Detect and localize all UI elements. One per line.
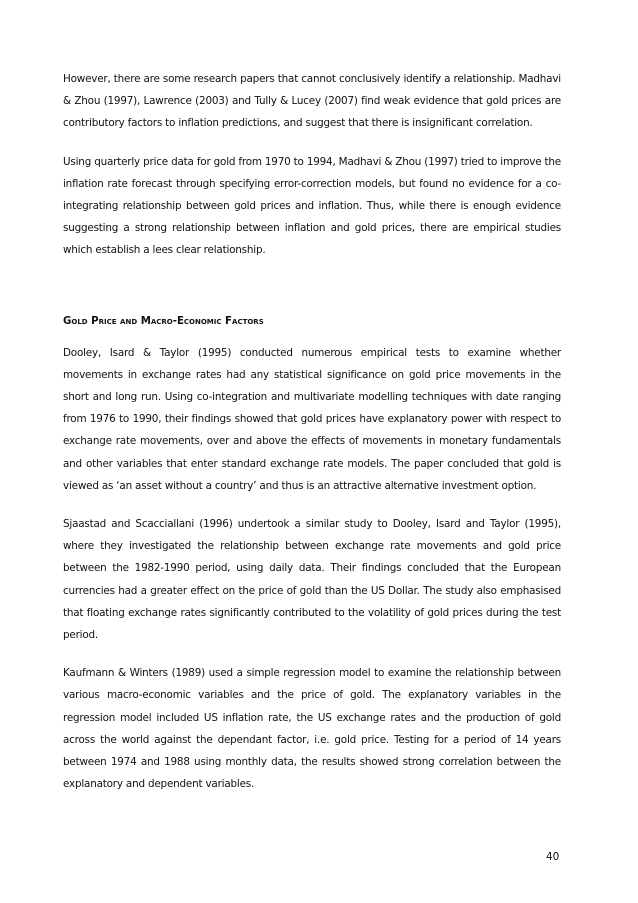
paragraph-weak-evidence: However, there are some research papers that cannot conclusively identify a relationship. Madhavi & Zhou (1997), Lawrence (2003) and Tully & Lucey (2007) find weak evidence that gold prices are contributory factors to inflation predictions, and suggest that there is insignificant correlation. xyxy=(63,73,561,130)
page-number: 40 xyxy=(546,851,560,863)
paragraph-sjaastad-scacciallani: Sjaastad and Scacciallani (1996) undertook a similar study to Dooley, Isard and Taylor (1995), where they investigated the relationship between exchange rate movements and gold price between the 1982-1990 period, using daily data. Their findings concluded that the European currencies had a greater effect on the price of gold than the US Dollar. The study also emphasised that floating exchange rates significantly contributed to the volatility of gold prices during the test period. xyxy=(63,518,561,642)
paragraph-quarterly-price-data: Using quarterly price data for gold from 1970 to 1994, Madhavi & Zhou (1997) tried to improve the inflation rate forecast through specifying error-correction models, but found no evidence for a co-integrating relationship between gold prices and inflation. Thus, while there is enough evidence suggesting a strong relationship between inflation and gold prices, there are empirical studies which establish a lees clear relationship. xyxy=(63,155,561,257)
page-content xyxy=(63,68,561,811)
paragraph-dooley-isard-taylor: Dooley, Isard & Taylor (1995) conducted numerous empirical tests to examine whether movements in exchange rates had any statistical significance on gold price movements in the short and long run. Using co-integration and multivariate modelling techniques with date ranging from 1976 to 1990, their findings showed that gold prices have explanatory power with respect to exchange rate movements, over and above the effects of movements in monetary fundamentals and other variables that enter standard exchange rate models. The paper concluded that gold is viewed as ‘an asset without a country’ and thus is an attractive alternative investment option. xyxy=(63,346,561,492)
section-heading: Gold Price and Macro-Economic Factors xyxy=(63,315,264,327)
paragraph-kaufmann-winters: Kaufmann & Winters (1989) used a simple regression model to examine the relationship between various macro-economic variables and the price of gold. The explanatory variables in the regression model included US inflation rate, the US exchange rates and the production of gold across the world against the dependant factor, i.e. gold price. Testing for a period of 14 years between 1974 and 1988 using monthly data, the results showed strong correlation between the explanatory and dependent variables. xyxy=(63,667,561,791)
